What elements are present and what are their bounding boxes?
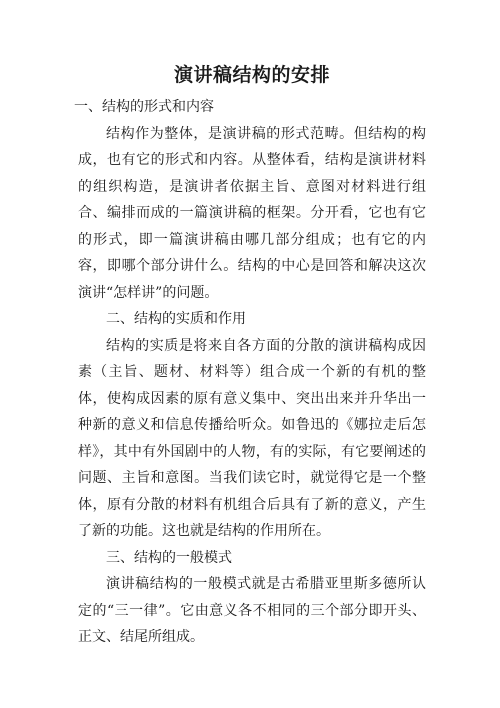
section-body-essence-function: 结构的实质是将来自各方面的分散的演讲稿构成因素（主旨、题材、材料等）组合成一个新的有机的整体，使构成因素的原有意义集中、突出出来并升华出一种新的意义和信息传播给听众。如鲁迅的《娜拉走后怎样》，其中有外国剧中的人物，有的实际，有它要阐述的问题、主旨和意图。当我们读它时，就觉得它是一个整体，原有分散的材料有机组合后具有了新的意义，产生了新的功能。这也就是结构的作用所在。 — [78, 337, 426, 539]
section-heading-form-content: 一、结构的形式和内容 — [74, 99, 214, 115]
section-body-form-content: 结构作为整体，是演讲稿的形式范畴。但结构的构成，也有它的形式和内容。从整体看，结构是演讲材料的组织构造，是演讲者依据主旨、意图对材料进行组合、编排而成的一篇演讲稿的框架。分开看，它也有它的形式，即一篇演讲稿由哪几部分组成；也有它的内容，即哪个部分讲什么。结构的中心是回答和解决这次演讲“怎样讲”的问题。 — [78, 125, 426, 301]
section-heading-essence-function: 二、结构的实质和作用 — [106, 311, 246, 327]
section-heading-general-model: 三、结构的一般模式 — [106, 549, 232, 566]
document-title: 演讲稿结构的安排 — [173, 64, 330, 86]
section-body-general-model: 演讲稿结构的一般模式就是古希腊亚里斯多德所认定的“三一律”。它由意义各不相同的三个部分即开头、正文、结尾所组成。 — [78, 576, 426, 645]
